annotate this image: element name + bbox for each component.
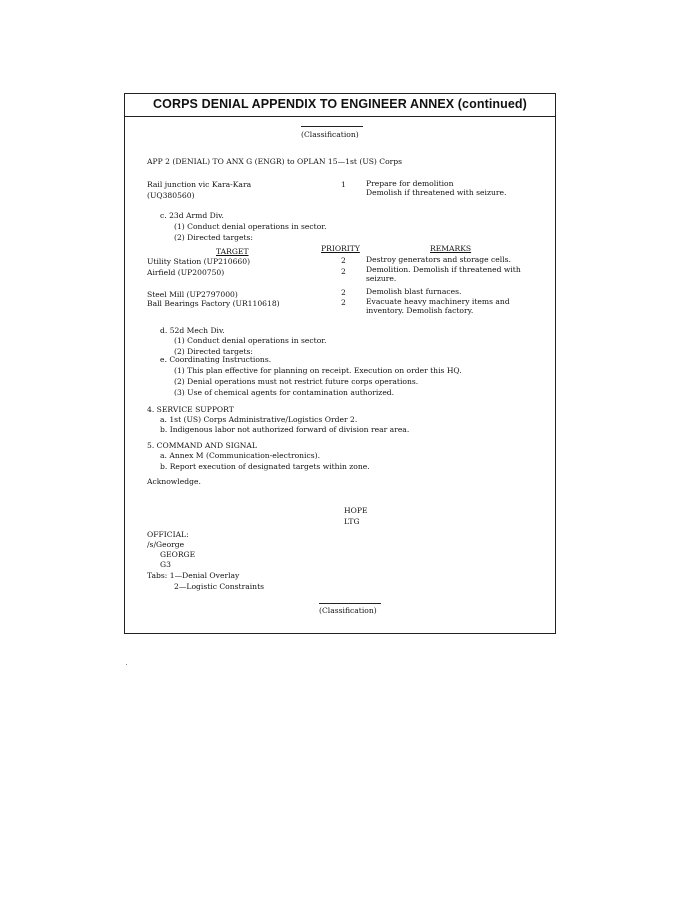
rail-remarks-line2: Demolish if threatened with seizure. [366, 188, 507, 197]
column-header-target: TARGET [216, 247, 249, 256]
section-5-heading: 5. COMMAND AND SIGNAL [147, 441, 257, 450]
document-title: CORPS DENIAL APPENDIX TO ENGINEER ANNEX (continued) [125, 94, 555, 117]
section-e-heading: e. Coordinating Instructions. [160, 355, 272, 364]
section-e-item2: (2) Denial operations must not restrict future corps operations. [174, 377, 419, 386]
table-row-remarks: Destroy generators and storage cells. [366, 255, 511, 264]
classification-bottom: (Classification) [319, 606, 377, 615]
classification-rule-bottom [319, 603, 381, 604]
tabs-line2: 2—Logistic Constraints [174, 582, 265, 591]
signature-name: HOPE [344, 506, 368, 515]
section-c-item2: (2) Directed targets: [174, 233, 253, 242]
rail-priority: 1 [341, 180, 346, 189]
section-c-item1: (1) Conduct denial operations in sector. [174, 222, 327, 231]
appendix-subject: APP 2 (DENIAL) TO ANX G (ENGR) to OPLAN 15—1st (US) Corps [147, 157, 403, 166]
section-e-item3: (3) Use of chemical agents for contamination authorized. [174, 388, 395, 397]
section-4-item-a: a. 1st (US) Corps Administrative/Logistics Order 2. [160, 415, 358, 424]
section-4-heading: 4. SERVICE SUPPORT [147, 405, 234, 414]
table-row-target: Utility Station (UP210660) [147, 257, 251, 266]
table-row-target: Ball Bearings Factory (UR110618) [147, 299, 280, 308]
section-e-item1: (1) This plan effective for planning on receipt. Execution on order this HQ. [174, 366, 462, 375]
official-title: G3 [160, 560, 171, 569]
signature-rank: LTG [344, 517, 360, 526]
column-header-remarks: REMARKS [430, 244, 472, 253]
classification-rule-top [301, 126, 363, 127]
scan-speck [126, 664, 127, 665]
section-d-item2: (2) Directed targets: [174, 347, 253, 356]
official-signed: /s/George [147, 540, 185, 549]
section-5-item-a: a. Annex M (Communication-electronics). [160, 451, 321, 460]
table-row-priority: 2 [341, 288, 346, 297]
column-header-priority: PRIORITY [321, 244, 360, 253]
table-row-remarks: Demolish blast furnaces. [366, 287, 462, 296]
table-row-target: Steel Mill (UP2797000) [147, 290, 238, 299]
section-c-heading: c. 23d Armd Div. [160, 211, 224, 220]
table-row-priority: 2 [341, 256, 346, 265]
table-row-remarks: Evacuate heavy machinery items and inventory. Demolish factory. [366, 297, 510, 315]
official-name: GEORGE [160, 550, 196, 559]
tabs-line1: Tabs: 1—Denial Overlay [147, 571, 240, 580]
table-row-remarks: Demolition. Demolish if threatened with seizure. [366, 265, 521, 283]
rail-target-line1: Rail junction vic Kara-Kara [147, 180, 252, 189]
section-5-item-b: b. Report execution of designated targets within zone. [160, 462, 370, 471]
official-label: OFFICIAL: [147, 530, 189, 539]
section-4-item-b: b. Indigenous labor not authorized forward of division rear area. [160, 425, 410, 434]
table-row-priority: 2 [341, 267, 346, 276]
acknowledge-text: Acknowledge. [147, 477, 201, 486]
classification-top: (Classification) [301, 130, 359, 139]
table-row-target: Airfield (UP200750) [147, 268, 225, 277]
rail-remarks-line1: Prepare for demolition [366, 179, 454, 188]
rail-target-line2: (UQ380560) [147, 191, 195, 200]
section-d-item1: (1) Conduct denial operations in sector. [174, 336, 327, 345]
section-d-heading: d. 52d Mech Div. [160, 326, 225, 335]
table-row-priority: 2 [341, 298, 346, 307]
